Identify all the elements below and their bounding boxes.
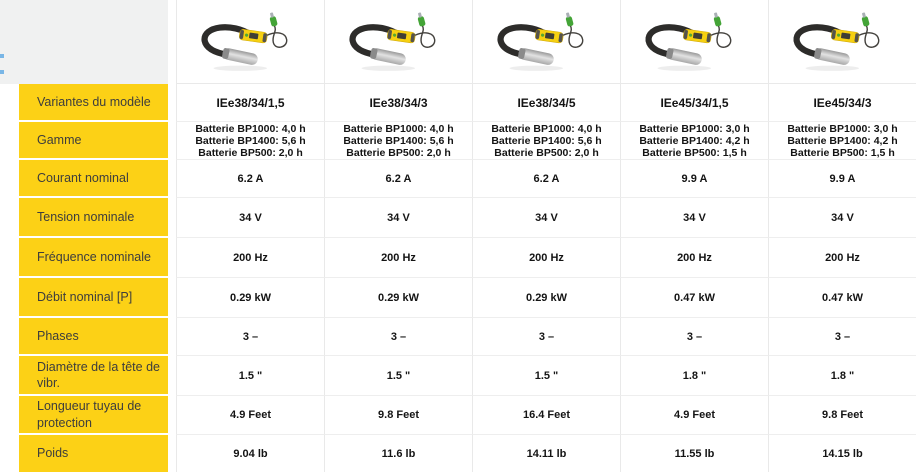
- gamme-line: Batterie BP1000: 4,0 h: [491, 122, 602, 135]
- cell-courant-col3: 6.2 A: [472, 160, 620, 198]
- row-label-tension: Tension nominale: [19, 198, 168, 238]
- product-image-vibrator: [777, 4, 909, 79]
- motor-body: [830, 29, 859, 43]
- cell-diametre-col4: 1.8 ": [620, 356, 768, 396]
- gamme-line: Batterie BP500: 2,0 h: [494, 146, 599, 159]
- cell-phases-col5: 3 –: [768, 318, 916, 356]
- battery-connector: [564, 12, 574, 27]
- power-cable: [415, 25, 435, 47]
- cell-model-col1: IEe38/34/1,5: [176, 84, 324, 122]
- cell-longueur-col3: 16.4 Feet: [472, 396, 620, 435]
- row-label-phases: Phases: [19, 318, 168, 356]
- motor-body: [682, 29, 711, 43]
- cell-model-col2: IEe38/34/3: [324, 84, 472, 122]
- gamme-line: Batterie BP1000: 4,0 h: [195, 122, 306, 135]
- cell-phases-col2: 3 –: [324, 318, 472, 356]
- cell-frequence-col2: 200 Hz: [324, 238, 472, 278]
- row-label-model: Variantes du modèle: [19, 84, 168, 122]
- cell-diametre-col3: 1.5 ": [472, 356, 620, 396]
- cell-tension-col3: 34 V: [472, 198, 620, 238]
- cell-longueur-col1: 4.9 Feet: [176, 396, 324, 435]
- table-corner-cell: [0, 0, 168, 84]
- row-label-debit: Débit nominal [P]: [19, 278, 168, 318]
- cell-frequence-col4: 200 Hz: [620, 238, 768, 278]
- cell-longueur-col5: 9.8 Feet: [768, 396, 916, 435]
- product-shadow: [657, 66, 711, 71]
- cell-tension-col4: 34 V: [620, 198, 768, 238]
- cell-diametre-col2: 1.5 ": [324, 356, 472, 396]
- row-label-gamme: Gamme: [19, 122, 168, 160]
- vibrator-head: [369, 47, 406, 66]
- battery-connector: [860, 12, 870, 27]
- battery-connector: [416, 12, 426, 27]
- gamme-line: Batterie BP1400: 4,2 h: [639, 134, 750, 147]
- cell-gamme-col5: [768, 122, 916, 160]
- cell-tension-col1: 34 V: [176, 198, 324, 238]
- vibrator-head: [221, 47, 258, 66]
- cell-model-col3: IEe38/34/5: [472, 84, 620, 122]
- cell-phases-col3: 3 –: [472, 318, 620, 356]
- power-cable: [859, 25, 879, 47]
- gamme-line: Batterie BP1000: 3,0 h: [787, 122, 898, 135]
- row-label-courant: Courant nominal: [19, 160, 168, 198]
- cell-poids-col1: 9.04 lb: [176, 435, 324, 472]
- row-label-diametre: Diamètre de la tête de vibr.: [19, 356, 168, 396]
- gamme-line: Batterie BP1400: 5,6 h: [343, 134, 454, 147]
- product-shadow: [805, 66, 859, 71]
- cell-debit-col3: 0.29 kW: [472, 278, 620, 318]
- cell-model-col4: IEe45/34/1,5: [620, 84, 768, 122]
- cell-longueur-col4: 4.9 Feet: [620, 396, 768, 435]
- cell-debit-col1: 0.29 kW: [176, 278, 324, 318]
- cell-longueur-col2: 9.8 Feet: [324, 396, 472, 435]
- gamme-line: Batterie BP500: 1,5 h: [790, 146, 895, 159]
- cell-tension-col2: 34 V: [324, 198, 472, 238]
- row-label-longueur: Longueur tuyau de protection: [19, 396, 168, 435]
- cell-poids-col5: 14.15 lb: [768, 435, 916, 472]
- left-edge-marker: [0, 70, 4, 74]
- left-edge-marker: [0, 54, 4, 58]
- motor-body: [238, 29, 267, 43]
- cell-poids-col2: 11.6 lb: [324, 435, 472, 472]
- row-label-frequence: Fréquence nominale: [19, 238, 168, 278]
- cell-gamme-col3: [472, 122, 620, 160]
- product-image-vibrator: [333, 4, 465, 79]
- cell-phases-col1: 3 –: [176, 318, 324, 356]
- cell-poids-col3: 14.11 lb: [472, 435, 620, 472]
- gamme-line: Batterie BP1400: 4,2 h: [787, 134, 898, 147]
- cell-diametre-col1: 1.5 ": [176, 356, 324, 396]
- row-label-poids: Poids: [19, 435, 168, 472]
- battery-connector: [712, 12, 722, 27]
- power-cable: [563, 25, 583, 47]
- cell-courant-col5: 9.9 A: [768, 160, 916, 198]
- cell-model-col5: IEe45/34/3: [768, 84, 916, 122]
- product-shadow: [213, 66, 267, 71]
- vibrator-head: [665, 47, 702, 66]
- product-image-cell: [472, 0, 620, 84]
- product-shadow: [361, 66, 415, 71]
- product-image-cell: [620, 0, 768, 84]
- gamme-line: Batterie BP1400: 5,6 h: [491, 134, 602, 147]
- gamme-line: Batterie BP1000: 3,0 h: [639, 122, 750, 135]
- cell-gamme-col4: [620, 122, 768, 160]
- product-image-cell: [176, 0, 324, 84]
- cell-courant-col1: 6.2 A: [176, 160, 324, 198]
- cell-gamme-col1: [176, 122, 324, 160]
- cell-tension-col5: 34 V: [768, 198, 916, 238]
- power-cable: [711, 25, 731, 47]
- product-image-vibrator: [629, 4, 761, 79]
- cell-frequence-col5: 200 Hz: [768, 238, 916, 278]
- battery-connector: [268, 12, 278, 27]
- cell-gamme-col2: [324, 122, 472, 160]
- motor-body: [534, 29, 563, 43]
- product-image-vibrator: [481, 4, 613, 79]
- cell-debit-col2: 0.29 kW: [324, 278, 472, 318]
- vibrator-head: [813, 47, 850, 66]
- gamme-line: Batterie BP500: 2,0 h: [346, 146, 451, 159]
- gamme-line: Batterie BP500: 2,0 h: [198, 146, 303, 159]
- vibrator-head: [517, 47, 554, 66]
- cell-diametre-col5: 1.8 ": [768, 356, 916, 396]
- gamme-line: Batterie BP500: 1,5 h: [642, 146, 747, 159]
- gamme-line: Batterie BP1400: 5,6 h: [195, 134, 306, 147]
- gamme-line: Batterie BP1000: 4,0 h: [343, 122, 454, 135]
- motor-body: [386, 29, 415, 43]
- cell-courant-col4: 9.9 A: [620, 160, 768, 198]
- cell-debit-col5: 0.47 kW: [768, 278, 916, 318]
- product-image-vibrator: [185, 4, 317, 79]
- product-image-cell: [324, 0, 472, 84]
- cell-frequence-col3: 200 Hz: [472, 238, 620, 278]
- cell-courant-col2: 6.2 A: [324, 160, 472, 198]
- cell-poids-col4: 11.55 lb: [620, 435, 768, 472]
- cell-debit-col4: 0.47 kW: [620, 278, 768, 318]
- product-image-cell: [768, 0, 916, 84]
- power-cable: [267, 25, 287, 47]
- product-shadow: [509, 66, 563, 71]
- cell-frequence-col1: 200 Hz: [176, 238, 324, 278]
- cell-phases-col4: 3 –: [620, 318, 768, 356]
